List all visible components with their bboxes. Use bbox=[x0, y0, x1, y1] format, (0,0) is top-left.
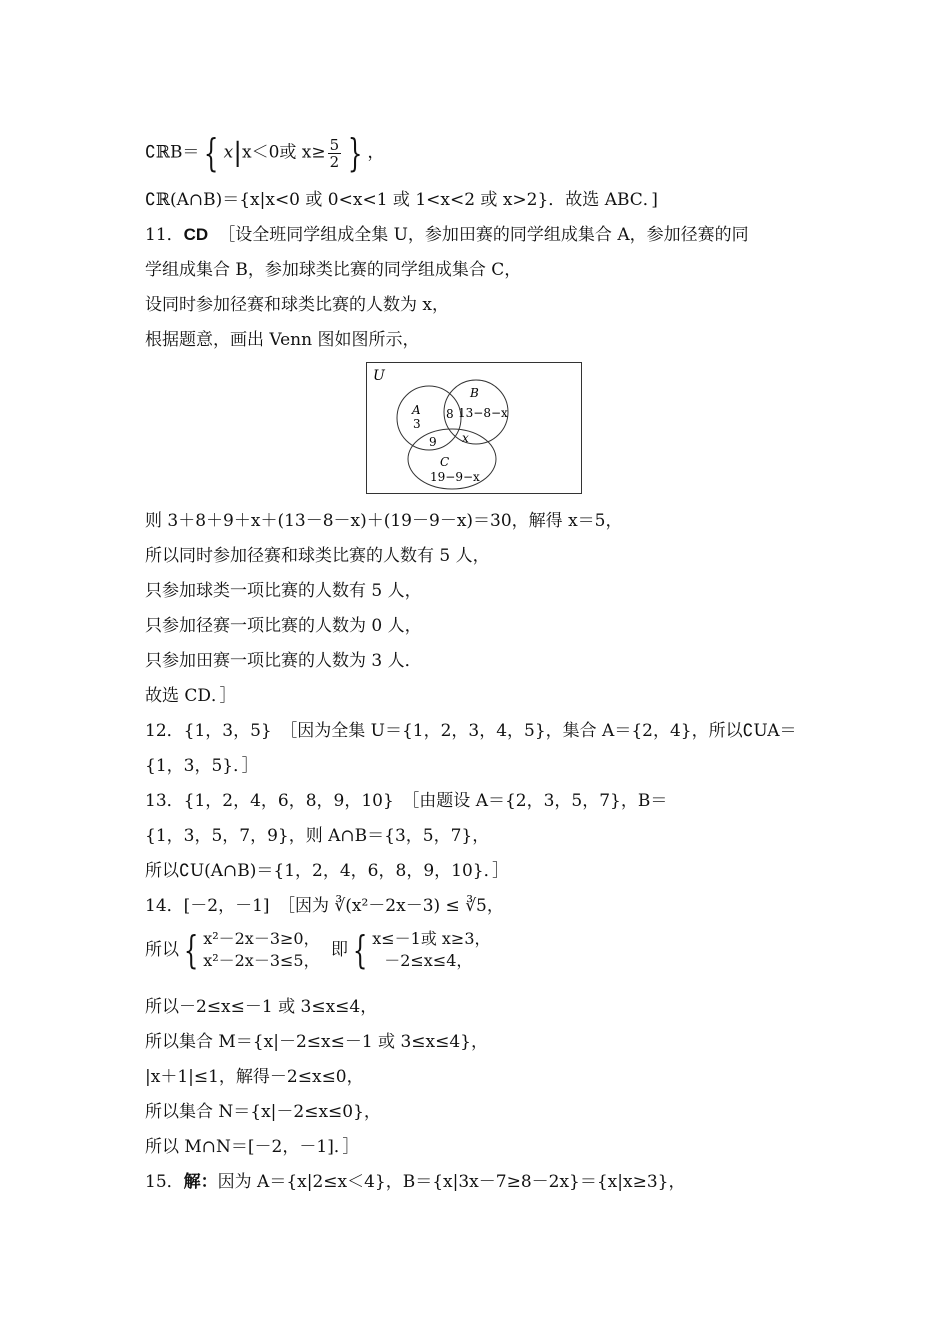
line-3 bbox=[145, 223, 749, 247]
line-23: 所以集合 N＝{x|－2≤x≤0}， bbox=[145, 1102, 381, 1122]
fraction-denominator: 2 bbox=[329, 152, 340, 171]
line-12: 故选 CD．］ bbox=[145, 686, 237, 706]
line-16: {1，3，5，7，9}，则 A∩B＝{3，5，7}， bbox=[145, 826, 490, 846]
line-3-text: ［设全班同学组成全集 U，参加田赛的同学组成集合 A，参加径赛的同 bbox=[218, 225, 749, 245]
system-1-row-2: x²－2x－3≤5， bbox=[203, 951, 320, 970]
value-BC: x bbox=[462, 431, 469, 445]
line-13: 12．{1，3，5} ［因为全集 U＝{1，2，3，4，5}，集合 A＝{2，4}，所以∁UA＝ bbox=[145, 721, 797, 741]
line-10: 只参加径赛一项比赛的人数为 0 人， bbox=[145, 616, 422, 636]
line-25-text: 因为 A＝{x|2≤x＜4}，B＝{x|3x－7≥8－2x}＝{x|x≥3}， bbox=[217, 1172, 686, 1192]
line-11: 只参加田赛一项比赛的人数为 3 人． bbox=[145, 651, 422, 671]
line-25 bbox=[145, 1170, 685, 1194]
line-19 bbox=[145, 928, 491, 972]
problem-number-15: 15． bbox=[145, 1172, 184, 1192]
line-21: 所以集合 M＝{x|－2≤x≤－1 或 3≤x≤4}， bbox=[145, 1032, 488, 1052]
value-AC: 9 bbox=[429, 435, 437, 449]
right-brace: } bbox=[348, 131, 363, 175]
system-2-row-2: －2≤x≤4， bbox=[384, 951, 473, 970]
value-A-only: 3 bbox=[413, 417, 421, 431]
fraction bbox=[328, 137, 342, 170]
problem-number-11: 11． bbox=[145, 225, 184, 245]
venn-diagram bbox=[366, 362, 582, 494]
label-A: A bbox=[412, 403, 421, 417]
left-brace: { bbox=[204, 131, 219, 175]
line-7: 则 3＋8＋9＋x＋(13－8－x)＋(19－9－x)＝30，解得 x＝5， bbox=[145, 511, 623, 531]
system-2 bbox=[372, 928, 490, 972]
system-brace-1: { bbox=[183, 928, 199, 972]
line-22: |x＋1|≤1，解得－2≤x≤0， bbox=[145, 1067, 364, 1087]
value-C-only: 19−9−x bbox=[430, 470, 480, 484]
line-4: 学组成集合 B，参加球类比赛的同学组成集合 C， bbox=[145, 260, 522, 280]
line-5: 设同时参加径赛和球类比赛的人数为 x， bbox=[145, 295, 449, 315]
set-var: x bbox=[223, 142, 234, 163]
line-2: ∁ℝ(A∩B)＝{x|x<0 或 0<x<1 或 1<x<2 或 x>2}．故选 ABC．] bbox=[145, 190, 658, 210]
value-B-only: 13−8−x bbox=[458, 406, 508, 420]
system-1 bbox=[203, 928, 319, 972]
system-brace-2: { bbox=[352, 928, 368, 972]
label-U: U bbox=[373, 368, 385, 384]
line-9: 只参加球类一项比赛的人数有 5 人， bbox=[145, 581, 422, 601]
line-14: {1，3，5}．］ bbox=[145, 756, 259, 776]
label-B: B bbox=[470, 386, 479, 400]
answer-11: CD bbox=[183, 225, 209, 244]
line-20: 所以－2≤x≤－1 或 3≤x≤4， bbox=[145, 997, 378, 1017]
fraction-numerator: 5 bbox=[329, 135, 340, 154]
line-19-mid: 即 bbox=[331, 940, 349, 960]
value-AB: 8 bbox=[446, 407, 454, 421]
solution-label-15: 解： bbox=[183, 1172, 218, 1191]
label-C: C bbox=[440, 455, 450, 469]
system-2-row-1: x≤－1或 x≥3， bbox=[372, 929, 491, 948]
line-19-prefix: 所以 bbox=[145, 940, 179, 960]
system-1-row-1: x²－2x－3≥0， bbox=[203, 929, 320, 948]
complement-prefix: ∁ℝB＝ bbox=[145, 142, 200, 163]
line-18: 14．[－2，－1] ［因为 ∛(x²－2x－3) ≤ ∛5， bbox=[145, 896, 504, 916]
set-condition: x＜0或 x≥ bbox=[241, 142, 326, 163]
line-17: 所以∁U(A∩B)＝{1，2，4，6，8，9，10}．］ bbox=[145, 861, 510, 881]
line-8: 所以同时参加径赛和球类比赛的人数有 5 人， bbox=[145, 546, 490, 566]
line-6: 根据题意，画出 Venn 图如图所示， bbox=[145, 330, 420, 350]
line-15: 13．{1，2，4，6，8，9，10} ［由题设 A＝{2，3，5，7}，B＝ bbox=[145, 791, 668, 811]
set-bar: | bbox=[233, 138, 242, 168]
line-1-punct: ， bbox=[367, 142, 385, 163]
line-24: 所以 M∩N＝[－2，－1]．］ bbox=[145, 1137, 360, 1157]
line-1 bbox=[145, 131, 385, 175]
